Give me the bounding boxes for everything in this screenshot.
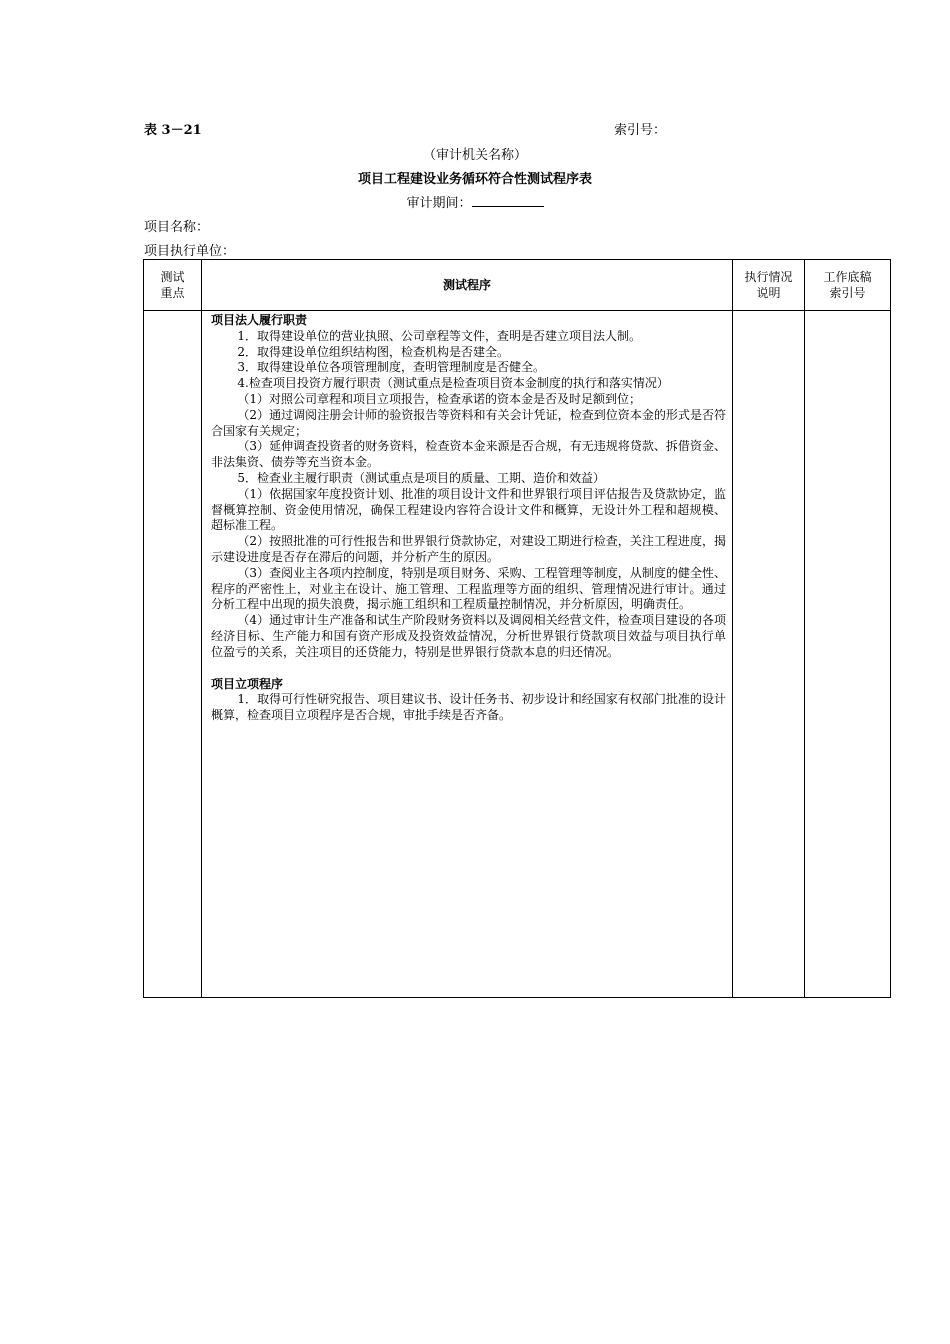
table-number: 表 3－21 (144, 123, 202, 138)
procedure-paragraph: （4）通过审计生产准备和试生产阶段财务资料以及调阅相关经营文件，检查项目建设的各项经济目标、生产能力和国有资产形成及投资效益情况，分析世界银行贷款项目效益与项目执行单位盈亏的关系，关注项目的还贷能力，特别是世界银行贷款本息的归还情况。 (211, 613, 726, 659)
page-title: 项目工程建设业务循环符合性测试程序表 (357, 172, 592, 187)
header-workpaper-index (805, 260, 891, 311)
execution-notes-cell (733, 311, 805, 998)
procedure-paragraph: （1）依据国家年度投资计划、批准的项目设计文件和世界银行项目评估报告及贷款协定，监督概算控制、资金使用情况，确保工程建设内容符合设计文件和概算，无设计外工程和超规模、超标准工程。 (211, 486, 726, 533)
index-number-label: 索引号： (614, 123, 667, 138)
table-header-row (144, 260, 891, 311)
procedure-paragraph: 1．取得建设单位的营业执照、公司章程等文件，查明是否建立项目法人制。 (237, 328, 642, 343)
audit-period-blank (472, 194, 544, 207)
procedure-paragraph: （2）通过调阅注册会计师的验资报告等资料和有关会计凭证，检查到位资本金的形式是否符合国家有关规定； (211, 407, 726, 438)
section-gap (211, 661, 726, 677)
procedure-paragraph: 3．取得建设单位各项管理制度，查明管理制度是否健全。 (237, 360, 546, 375)
header-execution-notes-text: 执行情况说明 (744, 270, 793, 300)
procedure-paragraph: 5．检查业主履行职责（测试重点是项目的质量、工期、造价和效益） (237, 470, 606, 485)
procedure-paragraph: 1．取得可行性研究报告、项目建议书、设计任务书、初步设计和经国家有权部门批准的设计概算，检查项目立项程序是否合规，审批手续是否齐备。 (211, 692, 726, 723)
test-procedure-table (143, 259, 891, 998)
audit-period (0, 192, 950, 211)
header-workpaper-index-text: 工作底稿索引号 (823, 270, 872, 300)
project-unit-label: 项目执行单位： (144, 244, 236, 259)
workpaper-index-cell (805, 311, 891, 998)
table-body-row (144, 311, 891, 998)
test-procedure-cell (202, 311, 733, 998)
procedure-content (202, 311, 732, 724)
header-test-focus (144, 260, 202, 311)
test-focus-cell (144, 311, 202, 998)
procedure-paragraph: （3）查阅业主各项内控制度，特别是项目财务、采购、工程管理等制度，从制度的健全性、程序的严密性上，对业主在设计、施工管理、工程监理等方面的组织、管理情况进行审计。通过分析工程中出现的损失浪费，揭示施工组织和工程质量控制情况，并分析原因，明确责任。 (211, 565, 726, 612)
header-test-focus-text: 测试重点 (160, 270, 185, 300)
audit-period-label: 审计期间： (406, 196, 472, 211)
procedure-paragraph: 4.检查项目投资方履行职责（测试重点是检查项目资本金制度的执行和落实情况） (237, 376, 669, 391)
section-title-legal-person: 项目法人履行职责 (211, 313, 308, 327)
procedure-paragraph: （2）按照批准的可行性报告和世界银行贷款协定，对建设工期进行检查，关注工程进度，揭示建设进度是否存在滞后的问题，并分析产生的原因。 (211, 534, 726, 564)
procedure-paragraph: （1）对照公司章程和项目立项报告，检查承诺的资本金是否及时足额到位； (237, 391, 642, 406)
project-name-label: 项目名称： (144, 220, 210, 235)
section-title-project-approval: 项目立项程序 (211, 676, 284, 691)
audit-agency-name: （审计机关名称） (422, 148, 527, 163)
header-test-procedure: 测试程序 (202, 260, 733, 311)
procedure-paragraph: （3）延伸调查投资者的财务资料，检查资本金来源是否合规，有无违规将贷款、拆借资金、非法集资、债券等充当资本金。 (211, 439, 726, 470)
header-execution-notes (733, 260, 805, 311)
procedure-paragraph: 2．取得建设单位组织结构图，检查机构是否建全。 (237, 344, 510, 359)
